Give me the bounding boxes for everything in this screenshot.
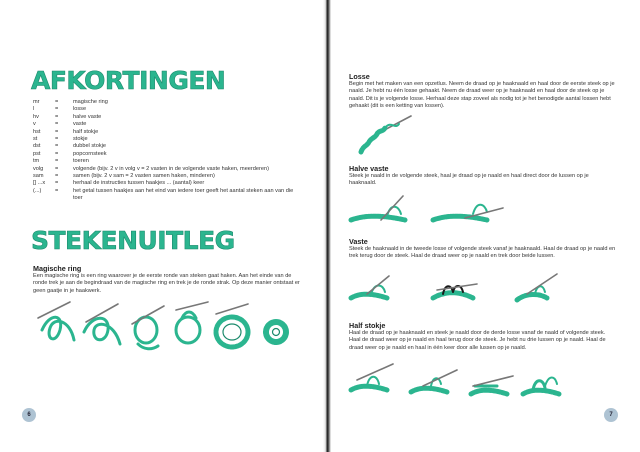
magic-ring-title: Magische ring <box>33 264 82 273</box>
abbreviation-equals: = <box>55 106 59 113</box>
abbreviation-meaning: popcornsteek <box>73 150 107 157</box>
vaste-title: Vaste <box>349 237 368 246</box>
abbreviation-equals: = <box>55 113 59 120</box>
abbreviation-key: tm <box>33 158 40 165</box>
magic-ring-body: Een magische ring is een ring waarover je de eerste ronde van steken gaat haken. Aan het einde van de ronde trek je aan de begindraad van de magische ring en trek je de ronde strak. Op deze manier ontstaat er geen gaatje in je haakwerk. <box>33 273 300 294</box>
book-spine <box>323 0 331 452</box>
abbreviation-key: (...) <box>33 187 42 194</box>
abbreviation-meaning: magische ring <box>73 99 108 105</box>
abbreviation-meaning: het getal tussen haakjes aan het eind van iedere toer geeft het aantal steken aan van die toer <box>73 187 294 202</box>
half-stokje-illustration <box>347 356 567 406</box>
abbreviation-meaning: toeren <box>73 158 89 165</box>
abbreviation-row <box>33 180 303 187</box>
magic-ring-step-6 <box>266 322 286 342</box>
abbreviation-equals: = <box>55 187 59 194</box>
magic-ring-step-4 <box>176 302 208 343</box>
abbreviation-key: pst <box>33 150 41 157</box>
half-stokje-title: Half stokje <box>349 321 386 330</box>
abbreviation-key: sam <box>33 173 44 180</box>
abbreviation-meaning: volgende (bijv. 2 v in volg v = 2 vasten in de volgende vaste haken, meerderen) <box>73 165 269 172</box>
page-number-right: 7 <box>604 408 618 422</box>
abbreviation-row <box>33 136 303 143</box>
abbreviation-equals: = <box>55 143 59 150</box>
abbreviations-table <box>33 99 303 203</box>
abbreviation-row <box>33 106 303 113</box>
abbreviation-equals: = <box>55 158 59 165</box>
abbreviation-equals: = <box>55 180 59 187</box>
abbreviation-row <box>33 173 303 180</box>
losse-body: Begin met het maken van een opzetlus. Neem de draad op je haaknaald en haal door de eerste steek op je naald. Je hebt nu één losse gehaakt. Neem de draad weer op je haaknaald en haal door de steek op je naald. Dit is je volgende losse. Herhaal deze stap zoveel als nodig tot je het benodigde aantal lossen hebt gehaakt (dit is een ketting van lossen). <box>349 81 615 110</box>
losse-title: Losse <box>349 72 370 81</box>
magic-ring-step-5 <box>216 304 248 347</box>
abbreviation-key: l <box>33 106 35 113</box>
abbreviation-meaning: halve vaste <box>73 113 102 120</box>
vaste-illustration <box>347 270 567 315</box>
halve-vaste-body: Steek je naald in de volgende steek, haal je draad op je naald en haal direct door de lussen op je haaknaald. <box>349 173 589 187</box>
abbreviation-row <box>33 166 303 173</box>
abbreviation-row <box>33 143 303 150</box>
abbreviation-row <box>33 99 303 106</box>
stitch-explanation-heading: STEKENUITLEG <box>31 226 235 255</box>
half-stokje-body: Haal de draad op je haaknaald en steek je naald door de derde losse vanaf de naald of volgende steek. Haal de draad weer op je naald en haal terug door de steek. Je hebt nu drie lussen op je naald. Haal de draad weer op je naald en haal in één keer door alle lussen op je naald. <box>349 330 606 351</box>
halve-vaste-illustration <box>347 190 507 230</box>
abbreviation-row <box>33 121 303 128</box>
abbreviation-meaning: losse <box>73 106 87 113</box>
abbreviation-equals: = <box>55 173 59 180</box>
magic-ring-illustration <box>36 300 298 355</box>
abbreviation-equals: = <box>55 99 59 105</box>
abbreviation-meaning: samen (bijv. 2 v sam = 2 vasten samen haken, minderen) <box>73 173 215 180</box>
abbreviation-meaning: herhaal de instructies tussen haakjes ... (aantal) keer <box>73 180 205 187</box>
magic-ring-step-1 <box>38 302 74 340</box>
abbreviation-key: dst <box>33 143 41 150</box>
abbreviation-key: hst <box>33 128 41 135</box>
abbreviation-meaning: half stokje <box>73 128 99 135</box>
abbreviation-row <box>33 129 303 136</box>
abbreviation-equals: = <box>55 121 59 128</box>
losse-illustration <box>355 112 415 157</box>
abbreviation-row <box>33 151 303 158</box>
abbreviation-meaning: vaste <box>73 121 87 128</box>
vaste-body: Steek de haaknaald in de tweede losse of volgende steek vanaf je haaknaald. Haal de draad op je naald en trek terug door de steek. Haal de draad weer op je naald en trek door beide lussen. <box>349 246 616 260</box>
abbreviation-equals: = <box>55 150 59 157</box>
abbreviation-equals: = <box>55 136 59 143</box>
abbreviation-row <box>33 114 303 121</box>
abbreviation-meaning: stokje <box>73 136 88 143</box>
abbreviation-equals: = <box>55 128 59 135</box>
abbreviation-key: hv <box>33 113 39 120</box>
magic-ring-step-3 <box>132 306 164 349</box>
abbreviation-row <box>33 188 303 203</box>
magic-ring-step-2 <box>84 304 120 344</box>
abbreviations-heading: AFKORTINGEN <box>31 66 226 95</box>
abbreviation-meaning: dubbel stokje <box>73 143 106 150</box>
halve-vaste-title: Halve vaste <box>349 164 389 173</box>
page-number-left: 6 <box>22 408 36 422</box>
abbreviation-equals: = <box>55 165 59 172</box>
abbreviation-key: volg <box>33 165 44 172</box>
abbreviation-row <box>33 158 303 165</box>
abbreviation-key: mr <box>33 99 40 105</box>
abbreviation-key: v <box>33 121 36 128</box>
abbreviation-key: [] ...x <box>33 180 46 187</box>
abbreviation-key: st <box>33 136 38 143</box>
